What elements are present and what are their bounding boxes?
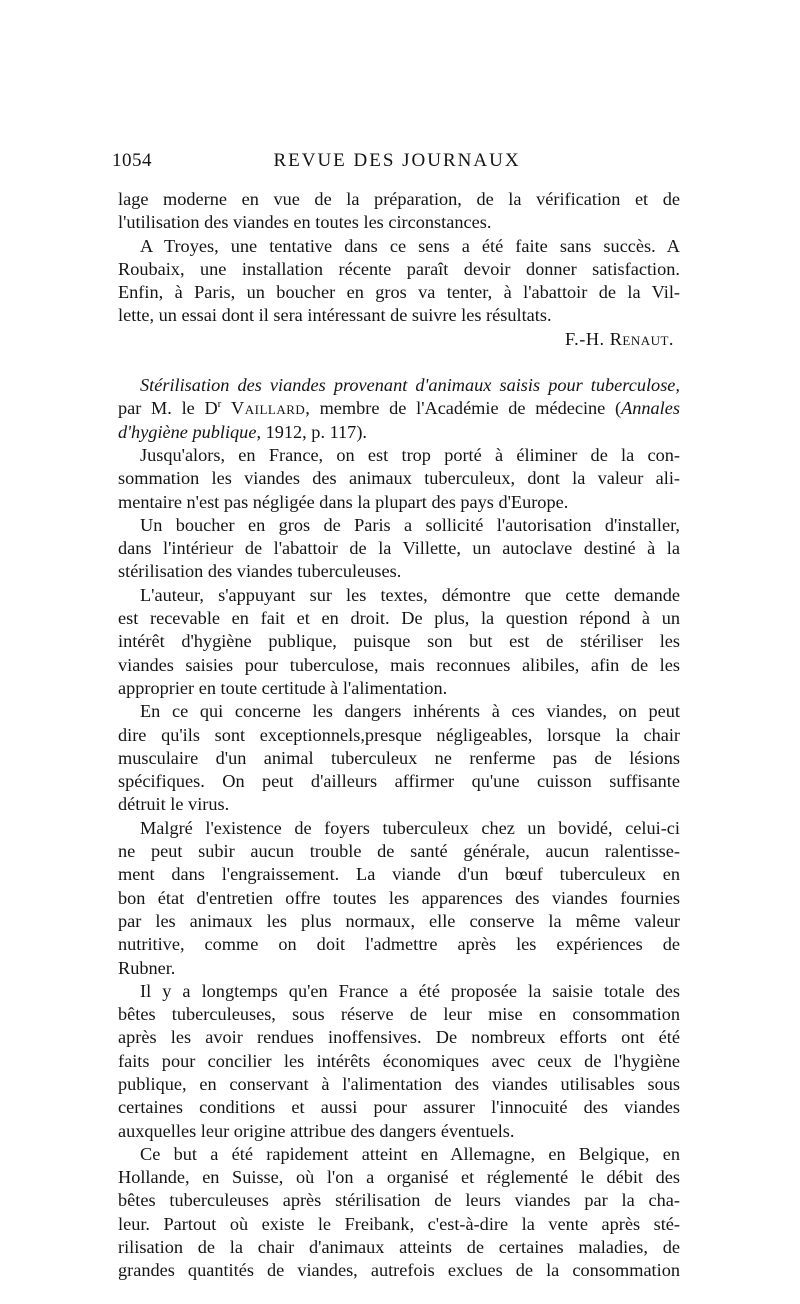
- article-reference: [118, 421, 680, 444]
- text-line: Enfin, à Paris, un boucher en gros va tenter, à l'abattoir de la Vil-: [118, 282, 680, 303]
- text-line: bon état d'entretien offre toutes les apparences des viandes fournies: [118, 887, 680, 908]
- text-line: ne peut subir aucun trouble de santé générale, aucun ralentisse-: [118, 841, 680, 862]
- text-line: est recevable en fait et en droit. De plus, la question répond à un: [118, 608, 680, 629]
- text-line: lette, un essai dont il sera intéressant de suivre les résultats.: [118, 305, 552, 326]
- text-line: ment dans l'engraissement. La viande d'un bœuf tuberculeux en: [118, 864, 680, 885]
- text-line: détruit le virus.: [118, 794, 230, 815]
- text-line: A Troyes, une tentative dans ce sens a été faite sans succès. A: [140, 235, 680, 256]
- text-line: faits pour concilier les intérêts économiques avec ceux de l'hygiène: [118, 1050, 680, 1071]
- text-line: lage moderne en vue de la préparation, de la vérification et de: [118, 189, 680, 209]
- text-line: intérêt d'hygiène publique, puisque son but est de stériliser les: [118, 631, 680, 652]
- page-number: 1054: [112, 150, 152, 171]
- text-line: rilisation de la chair d'animaux atteints de certaines maladies, de: [118, 1237, 680, 1258]
- text-line: musculaire d'un animal tuberculeux ne renferme pas de lésions: [118, 747, 680, 768]
- author-signature: F.-H. Renaut.: [564, 328, 674, 349]
- text-line: mentaire n'est pas négligée dans la plupart des pays d'Europe.: [118, 491, 569, 512]
- text-line: Roubaix, une installation récente paraît devoir donner satisfaction.: [118, 258, 680, 279]
- article-title: Stérilisation des viandes provenant d'animaux saisis pour tuberculose,: [140, 375, 680, 396]
- text-line: dire qu'ils sont exceptionnels,presque négligeables, lorsque la chair: [118, 724, 680, 745]
- text-line: après les avoir rendues inoffensives. De nombreux efforts ont été: [118, 1027, 680, 1048]
- text-line: auxquelles leur origine attribue des dangers éventuels.: [118, 1120, 515, 1141]
- text-line: L'auteur, s'appuyant sur les textes, démontre que cette demande: [140, 584, 680, 605]
- text-line: spécifiques. On peut d'ailleurs affirmer qu'une cuisson suffisante: [118, 771, 680, 792]
- byline-suffix: , membre de l'Académie de médecine (: [305, 398, 622, 419]
- article-vaillard: [118, 374, 680, 1283]
- text-line: certaines conditions et aussi pour assurer l'innocuité des viandes: [118, 1097, 680, 1118]
- text-line: En ce qui concerne les dangers inhérents à ces viandes, on peut: [140, 701, 680, 722]
- journal-name-end: d'hygiène publique: [118, 421, 257, 442]
- reference-details: , 1912, p. 117).: [256, 421, 367, 442]
- text-line: par les animaux les plus normaux, elle conserve la même valeur: [118, 910, 680, 931]
- journal-name-start: Annales: [621, 398, 680, 419]
- text-line: Jusqu'alors, en France, on est trop porté à éliminer de la con-: [140, 444, 680, 465]
- text-line: bêtes tuberculeuses après stérilisation de leurs viandes par la cha-: [118, 1190, 680, 1211]
- page-header: [112, 150, 682, 180]
- section-gap: [118, 351, 680, 374]
- article-renaut-body: [118, 188, 680, 328]
- byline-sup: r: [217, 398, 222, 411]
- text-line: viandes saisies pour tuberculose, mais reconnues alibiles, afin de les: [118, 654, 680, 675]
- text-line: dans l'intérieur de l'abattoir de la Villette, un autoclave destiné à la: [118, 538, 680, 559]
- text-line: Rubner.: [118, 957, 176, 978]
- text-line: approprier en toute certitude à l'alimentation.: [118, 677, 448, 698]
- text-line: leur. Partout où existe le Freibank, c'est-à-dire la vente après sté-: [118, 1213, 680, 1234]
- text-column: [118, 188, 680, 1283]
- text-line: Malgré l'existence de foyers tuberculeux chez un bovidé, celui-ci: [140, 817, 680, 838]
- article-vaillard-body: [118, 444, 680, 1283]
- byline-prefix: par M. le D: [118, 398, 218, 419]
- text-line: l'utilisation des viandes en toutes les circonstances.: [118, 212, 492, 233]
- text-line: stérilisation des viandes tuberculeuses.: [118, 561, 402, 582]
- text-line: Ce but a été rapidement atteint en Allemagne, en Belgique, en: [140, 1143, 680, 1164]
- text-line: publique, en conservant à l'alimentation des viandes utilisables sous: [118, 1073, 680, 1094]
- text-line: Un boucher en gros de Paris a sollicité l'autorisation d'installer,: [140, 514, 680, 535]
- running-title: REVUE DES JOURNAUX: [273, 150, 521, 171]
- author-name: Vaillard: [231, 398, 306, 419]
- text-line: bêtes tuberculeuses, sous réserve de leur mise en consommation: [118, 1004, 680, 1025]
- text-line: Hollande, en Suisse, où l'on a organisé et réglementé le débit des: [118, 1167, 680, 1188]
- article-renaut: [118, 188, 680, 351]
- text-line: Il y a longtemps qu'en France a été proposée la saisie totale des: [140, 980, 680, 1001]
- text-line: sommation les viandes des animaux tuberculeux, dont la valeur ali-: [118, 468, 680, 489]
- text-line: grandes quantités de viandes, autrefois exclues de la consommation: [118, 1260, 680, 1281]
- article-byline: [118, 397, 680, 420]
- text-line: nutritive, comme on doit l'admettre après les expériences de: [118, 934, 680, 955]
